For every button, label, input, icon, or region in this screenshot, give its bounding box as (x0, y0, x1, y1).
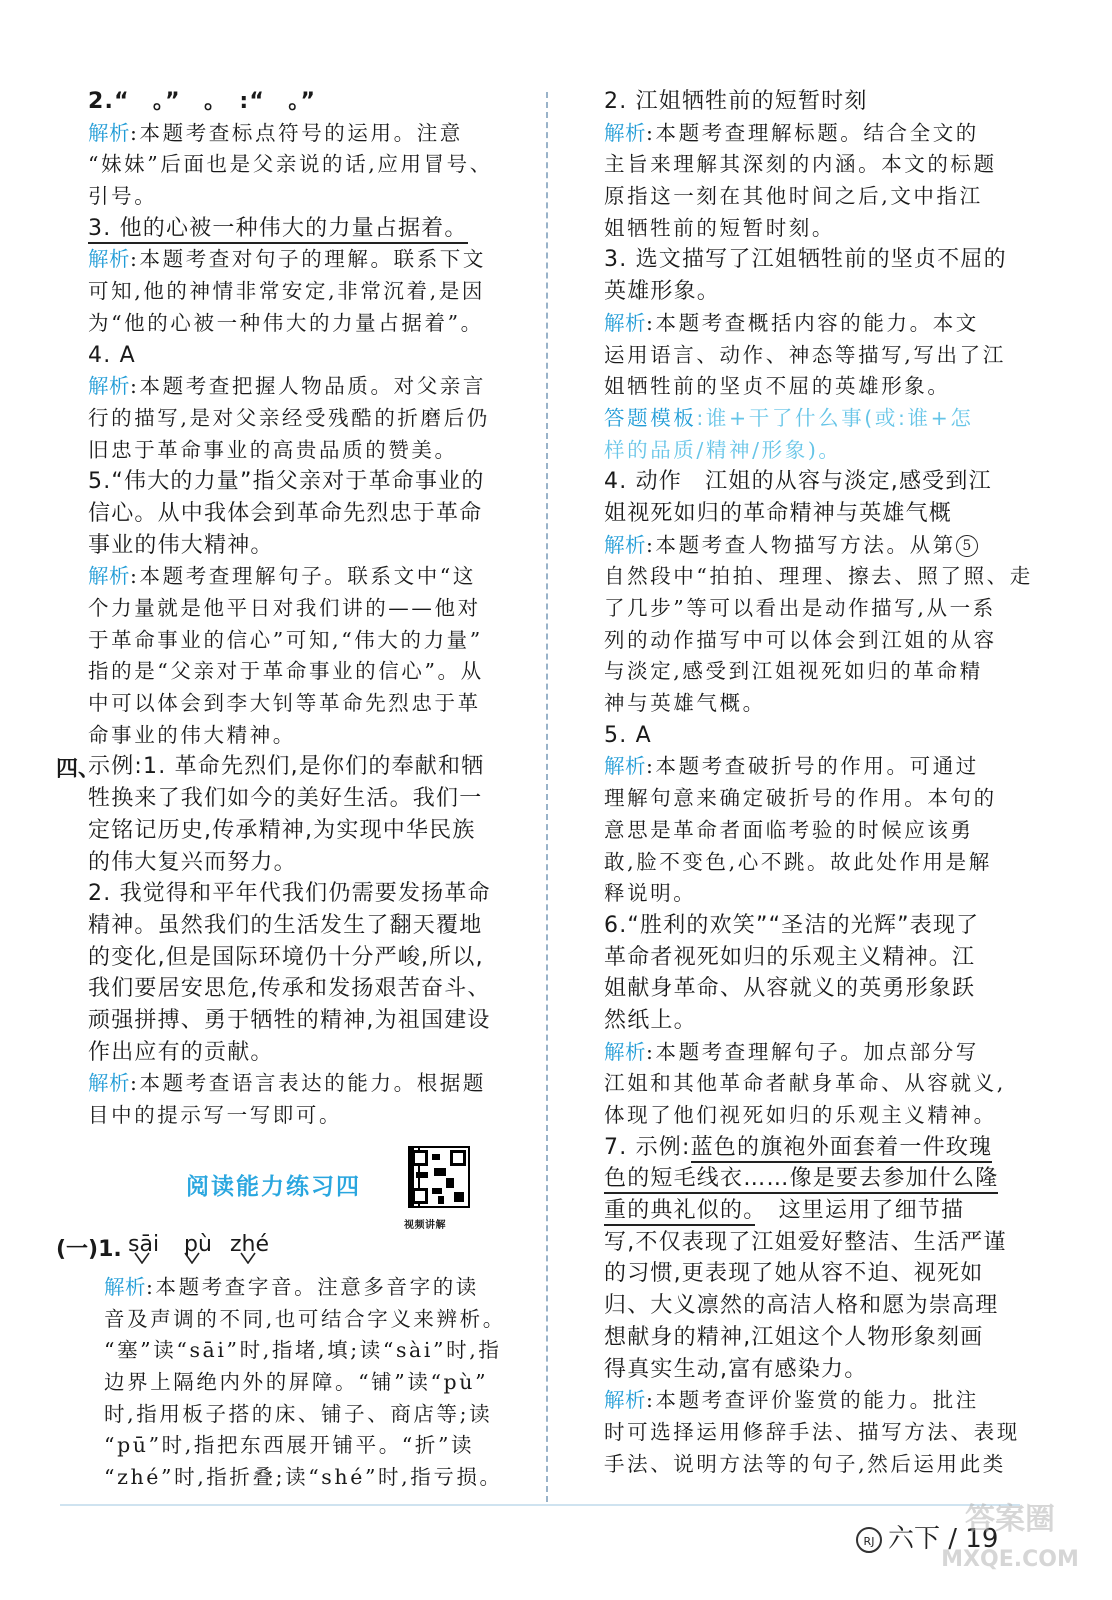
r-q5-analysis: :本题考查破折号的作用。可通过 (646, 754, 979, 779)
q2-analysis-line: 引号。 (88, 184, 158, 209)
q4-analysis-line: 行的描写,是对父亲经受残酷的折磨后仍 (88, 405, 490, 430)
analysis-tag: 解析 (604, 310, 646, 335)
q5-answer-line: 信心。从中我体会到革命先烈忠于革命 (88, 500, 483, 526)
q4-analysis-line: 旧忠于革命事业的高贵品质的赞美。 (88, 437, 458, 462)
r-q4-answer-line: 姐视死如归的革命精神与英雄气概 (604, 500, 953, 526)
q4-analysis: :本题考查把握人物品质。对父亲言 (130, 374, 487, 399)
r-q6-analysis-line: 江姐和其他革命者献身革命、从容就义, (604, 1071, 1006, 1096)
r-q7-answer-line: 的习惯,更表现了她从容不迫、视死如 (604, 1261, 984, 1287)
sec4-answer-line: 的伟大复兴而努力。 (88, 849, 297, 875)
analysis-tag: 解析 (88, 120, 130, 145)
analysis-tag: 解析 (604, 754, 646, 779)
r-q5-analysis-line: 意思是革命者面临考验的时候应该勇 (604, 817, 974, 842)
r-q6-answer-line: 革命者视死如归的乐观主义精神。江 (604, 944, 976, 970)
r-q7-answer-line: 想献身的精神,江姐这个人物形象刻画 (604, 1324, 984, 1350)
answer-template-line: 样的品质/精神/形象)。 (604, 437, 842, 462)
r-q4-analysis-line: 了几步”等可以看出是动作描写,从一系 (604, 596, 996, 620)
q3-analysis-line: 为“他的心被一种伟大的力量占据着”。 (88, 310, 484, 335)
r-q5-analysis-line: 理解句意来确定破折号的作用。本句的 (604, 786, 997, 811)
watermark-text: 答案圈 (965, 1502, 1055, 1537)
r-q7-analysis: :本题考查评价鉴赏的能力。批注 (646, 1388, 979, 1413)
r-q7-underlined: 蓝色的旗袍外面套着一件玫瑰 (691, 1135, 993, 1163)
check-mark-icon (134, 1252, 150, 1264)
r-q6-answer-line: 姐献身革命、从容就义的英勇形象跃 (604, 976, 976, 1002)
p1-analysis: :本题考查字音。注意多音字的读 (146, 1275, 479, 1299)
r-q7-analysis-line: 手法、说明方法等的句子,然后运用此类 (604, 1451, 1006, 1476)
sec4-answer-line: 牲换来了我们如今的美好生活。我们一 (88, 786, 483, 812)
page-footer (856, 1518, 998, 1558)
q3-analysis: :本题考查对句子的理解。联系下文 (130, 247, 487, 272)
qr-caption: 视频讲解 (404, 1220, 446, 1231)
q5-analysis-line: 命事业的伟大精神。 (88, 722, 296, 747)
r-q6-answer-line: 6.“胜利的欢笑”“圣洁的光辉”表现了 (604, 912, 980, 938)
section-four-mark: 四、 (56, 757, 101, 782)
q5-analysis-line: 中可以体会到李大钊等革命先烈忠于革 (88, 691, 481, 716)
r-q4-analysis-line: 神与英雄气概。 (604, 691, 766, 716)
r-q2-analysis-line: 姐牺牲前的短暂时刻。 (604, 215, 835, 240)
r-q7-analysis-line: 时可选择运用修辞手法、描写方法、表现 (604, 1419, 1020, 1444)
p1-analysis-line: 音及声调的不同,也可结合字义来辨析。 (104, 1306, 506, 1331)
sec4-answer-line: 定铭记历史,传承精神,为实现中华民族 (88, 817, 476, 843)
watermark-url: MXQE.COM (941, 1547, 1079, 1572)
analysis-tag: 解析 (88, 564, 130, 589)
r-q7-underlined: 色的短毛线衣……像是要去参加什么隆 (604, 1166, 998, 1194)
r-q4-analysis: :本题考查人物描写方法。从第 (646, 532, 956, 557)
r-q7-prefix: 7. 示例: (604, 1134, 691, 1160)
analysis-tag: 解析 (604, 120, 646, 145)
q5-analysis-line: 于革命事业的信心”可知,“伟大的力量” (88, 627, 483, 652)
r-q3-answer-line: 英雄形象。 (604, 279, 721, 305)
column-divider (546, 92, 548, 1502)
analysis-tag: 解析 (604, 532, 646, 557)
q5-analysis: :本题考查理解句子。联系文中“这 (130, 564, 476, 589)
page-number: 六下 / 19 (888, 1524, 999, 1554)
qr-code-icon[interactable] (408, 1146, 470, 1208)
r-q4-answer-line: 4. 动作 江姐的从容与淡定,感受到江 (604, 469, 992, 495)
r-q7-underlined: 重的典礼似的。 (604, 1198, 755, 1226)
r-q3-analysis-line: 姐牺牲前的坚贞不屈的英雄形象。 (604, 374, 951, 399)
r-q6-analysis: :本题考查理解句子。加点部分写 (646, 1039, 979, 1064)
template-tag: 答题模板 (604, 405, 697, 430)
pinyin-answer: sāi (128, 1232, 160, 1257)
r-q6-analysis-line: 体现了他们视死如归的乐观主义精神。 (604, 1103, 997, 1127)
r-q7-answer-line: 得真实生动,富有感染力。 (604, 1356, 868, 1382)
bottom-rule (60, 1504, 1020, 1506)
q5-answer-line: 5.“伟大的力量”指父亲对于革命事业的 (88, 469, 485, 495)
pinyin-answer: zhé (230, 1232, 270, 1257)
left-column (88, 86, 520, 1132)
sec4-answer-line: 示例:1. 革命先烈们,是你们的奉献和牺 (88, 754, 485, 780)
r-q6-answer-line: 然纸上。 (604, 1007, 697, 1033)
r-q2-analysis-line: 原指这一刻在其他时间之后,文中指江 (604, 184, 983, 209)
r-q4-analysis-line: 列的动作描写中可以体会到江姐的从容 (604, 627, 997, 652)
q5-answer-line: 事业的伟大精神。 (88, 532, 274, 558)
sec4-answer-line: 精神。虽然我们的生活发生了翻天覆地 (88, 912, 483, 938)
r-q3-answer-line: 3. 选文描写了江姐牺牲前的坚贞不屈的 (604, 247, 1007, 273)
section-heading-block (186, 1146, 486, 1231)
r-q5-analysis-line: 释说明。 (604, 881, 697, 906)
r-q2-analysis-line: 主旨来理解其深刻的内涵。本文的标题 (604, 152, 997, 177)
part1-mark: (一)1. (56, 1237, 122, 1262)
r-q5-answer: 5. A (604, 722, 652, 748)
p1-analysis-line: 时,指用板子搭的床、铺子、商店等;读 (104, 1401, 493, 1426)
r-q3-analysis: :本题考查概括内容的能力。本文 (646, 310, 979, 335)
sec4-answer-line: 我们要居安思危,传承和发扬艰苦奋斗、 (88, 976, 491, 1002)
check-mark-icon (184, 1252, 200, 1264)
sec4-answer-line: 顽强拼搏、勇于牺牲的精神,为祖国建设 (88, 1007, 491, 1033)
r-q4-analysis-line: 与淡定,感受到江姐视死如归的革命精 (604, 659, 983, 684)
analysis-tag: 解析 (88, 247, 130, 272)
q2-analysis: :本题考查标点符号的运用。注意 (130, 120, 463, 145)
p1-analysis-line: “pū”时,指把东西展开铺平。“折”读 (104, 1433, 475, 1458)
sec4-answer-line: 的变化,但是国际环境仍十分严峻,所以, (88, 944, 484, 970)
answer-template: :谁+干了什么事(或:谁+怎 (696, 405, 974, 430)
analysis-tag: 解析 (604, 1388, 646, 1413)
r-q7-text: 这里运用了细节描 (755, 1198, 965, 1224)
p1-analysis-line: “塞”读“sāi”时,指堵,填;读“sài”时,指 (104, 1338, 502, 1363)
q5-analysis-line: 个力量就是他平日对我们讲的——他对 (88, 596, 481, 620)
analysis-tag: 解析 (88, 1071, 130, 1096)
r-q7-answer-line: 写,不仅表现了江姐爱好整洁、生活严谨 (604, 1229, 1007, 1255)
p1-analysis-line: 边界上隔绝内外的屏障。“铺”读“pù” (104, 1370, 489, 1395)
right-column (604, 86, 1033, 1480)
sec4-answer-line: 作出应有的贡献。 (88, 1039, 274, 1065)
p1-analysis-line: “zhé”时,指折叠;读“shé”时,指亏损。 (104, 1465, 503, 1490)
q2-analysis-line: “妹妹”后面也是父亲说的话,应用冒号、 (88, 152, 493, 177)
pinyin-answer: pù (184, 1232, 212, 1257)
r-q3-analysis-line: 运用语言、动作、神态等描写,写出了江 (604, 342, 1006, 367)
section-heading: 阅读能力练习四 (186, 1174, 361, 1200)
r-q2-answer: 2. 江姐牺牲前的短暂时刻 (604, 89, 868, 114)
analysis-tag: 解析 (104, 1275, 146, 1299)
r-q2-analysis: :本题考查理解标题。结合全文的 (646, 120, 979, 145)
sec4-answer-line: 2. 我觉得和平年代我们仍需要发扬革命 (88, 881, 491, 907)
q3-analysis-line: 可知,他的神情非常安定,非常沉着,是因 (88, 279, 485, 304)
q2-answer: 2.“ 。” 。 :“ 。” (88, 89, 317, 114)
r-q4-analysis-line: 自然段中“拍拍、理理、擦去、照了照、走 (604, 564, 1033, 589)
part1-analysis-block (104, 1272, 520, 1494)
analysis-tag: 解析 (88, 374, 130, 399)
q3-answer: 3. 他的心被一种伟大的力量占据着。 (88, 216, 468, 244)
sec4-analysis: :本题考查语言表达的能力。根据题 (130, 1071, 487, 1096)
check-mark-icon (240, 1252, 256, 1264)
edition-badge: RJ (856, 1527, 882, 1553)
analysis-tag: 解析 (604, 1039, 646, 1064)
q4-answer: 4. A (88, 342, 136, 368)
q5-analysis-line: 指的是“父亲对于革命事业的信心”。从 (88, 659, 484, 684)
r-q5-analysis-line: 敢,脸不变色,心不跳。故此处作用是解 (604, 849, 992, 874)
sec4-analysis-line: 目中的提示写一写即可。 (88, 1103, 343, 1127)
r-q7-answer-line: 归、大义凛然的高洁人格和愿为崇高理 (604, 1293, 999, 1319)
circled-number: 5 (956, 535, 978, 557)
